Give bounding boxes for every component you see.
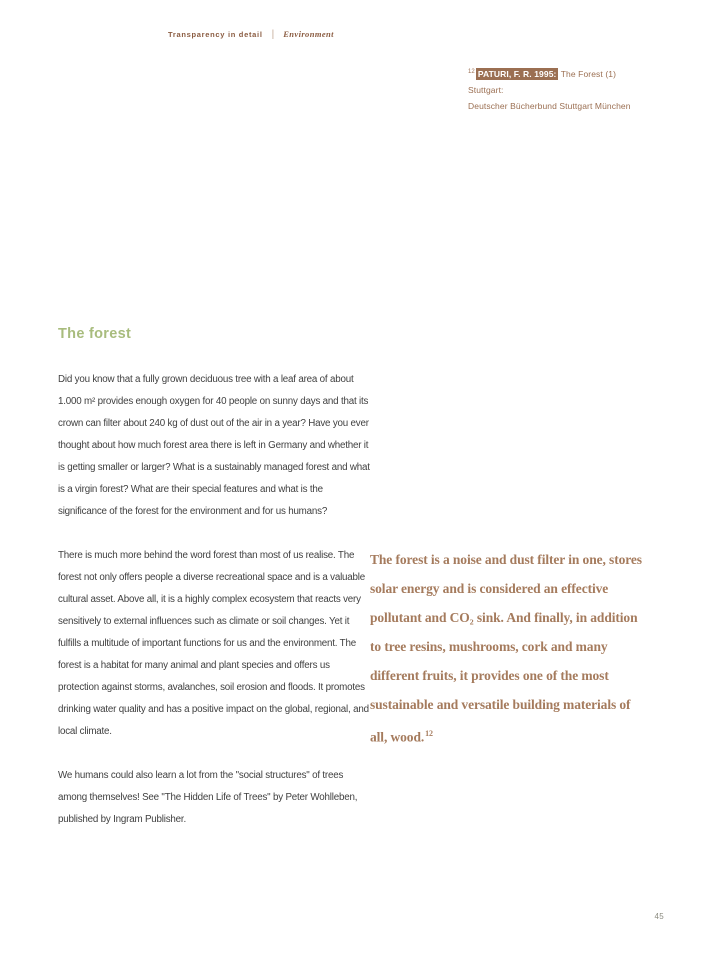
intro-column — [58, 369, 668, 523]
paragraph-intro: Did you know that a fully grown deciduous tree with a leaf area of about 1.000 m² provides enough oxygen for 40 people on sunny days and that its crown can filter about 240 kg of dust out of the air in a year? Have you ever thought about how much forest area there is left in Germany and whether it is getting smaller or larger? What is a sustainably managed forest and what is a virgin forest? What are their special features and what is the significance of the forest for the environment and for us humans? — [58, 374, 370, 517]
pull-quote — [370, 545, 668, 752]
content-row — [58, 545, 668, 853]
citation-publisher: Deutscher Bücherbund Stuttgart München — [468, 100, 631, 111]
citation-line-1 — [468, 64, 643, 98]
section-label: Transparency in detail — [168, 30, 263, 39]
paragraph-social-structures: We humans could also learn a lot from the "social structures" of trees among themselves! See "The Hidden Life of Trees" by Peter Wohlleben, published by Ingram Publisher. — [58, 770, 358, 825]
quote-footnote-number: 12 — [425, 729, 433, 738]
quote-last-line — [370, 719, 668, 752]
body-column — [58, 545, 370, 853]
quote-line: sustainable and versatile building materials of — [370, 697, 631, 712]
quote-line: pollutant and CO₂ sink. And finally, in addition — [370, 610, 638, 625]
page-title: The forest — [58, 326, 132, 342]
article — [58, 326, 668, 853]
header-divider: | — [271, 29, 275, 40]
paragraph-functions: There is much more behind the word forest than most of us realise. The forest not only offers people a diverse recreational space and is a valuable cultural asset. Above all, it is a highly complex ecosystem that reacts very sensitively to external influences such as climate or soil changes. Yet it fulfills a multitude of important functions for us and the environment. The forest is a habitat for many animal and plant species and offers us protection against storms, avalanches, soil erosion and floods. It promotes drinking water quality and has a positive impact on the global, regional, and local climate. — [58, 550, 369, 737]
quote-line: solar energy and is considered an effective — [370, 581, 609, 596]
chapter-label: Environment — [283, 29, 334, 39]
running-header — [168, 29, 334, 40]
page-number: 45 — [654, 912, 664, 921]
quote-last-line-text: all, wood. — [370, 729, 425, 745]
citation-title: The Forest (1) Stuttgart: — [468, 68, 617, 95]
citation-note — [468, 64, 643, 114]
citation-source: PATURI, F. R. 1995: — [477, 68, 557, 79]
quote-line: different fruits, it provides one of the most — [370, 668, 609, 683]
quote-line: The forest is a noise and dust filter in one, stores — [370, 552, 642, 567]
quote-line: to tree resins, mushrooms, cork and many — [370, 639, 608, 654]
citation-footnote-number: 12 — [468, 69, 475, 75]
